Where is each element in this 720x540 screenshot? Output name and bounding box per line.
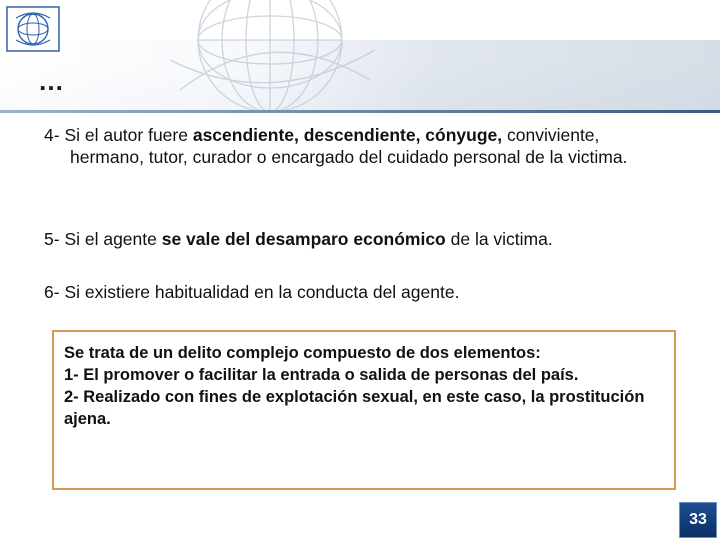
summary-element-2: 2- Realizado con fines de explotación sexual, en este caso, la prostitución ajena. [64, 388, 645, 428]
summary-element-1: 1- El promover o facilitar la entrada o salida de personas del país. [64, 366, 579, 384]
page-number-badge: 33 [679, 502, 717, 538]
list-item: 4- Si el autor fuere ascendiente, descendiente, cónyuge, conviviente, hermano, tutor, curador o encargado del cuidado personal de la victima. [44, 125, 628, 167]
summary-intro: Se trata de un delito complejo compuesto de dos elementos: [64, 344, 541, 362]
summary-box [52, 330, 676, 490]
slide-header [0, 0, 720, 112]
header-divider [0, 110, 720, 113]
globe-watermark-icon [140, 0, 400, 112]
iom-logo-icon [6, 6, 60, 52]
list-item: 6- Si existiere habitualidad en la conducta del agente. [44, 282, 460, 302]
list-item: 5- Si el agente se vale del desamparo económico de la victima. [44, 229, 553, 249]
slide-ellipsis: … [38, 66, 68, 96]
